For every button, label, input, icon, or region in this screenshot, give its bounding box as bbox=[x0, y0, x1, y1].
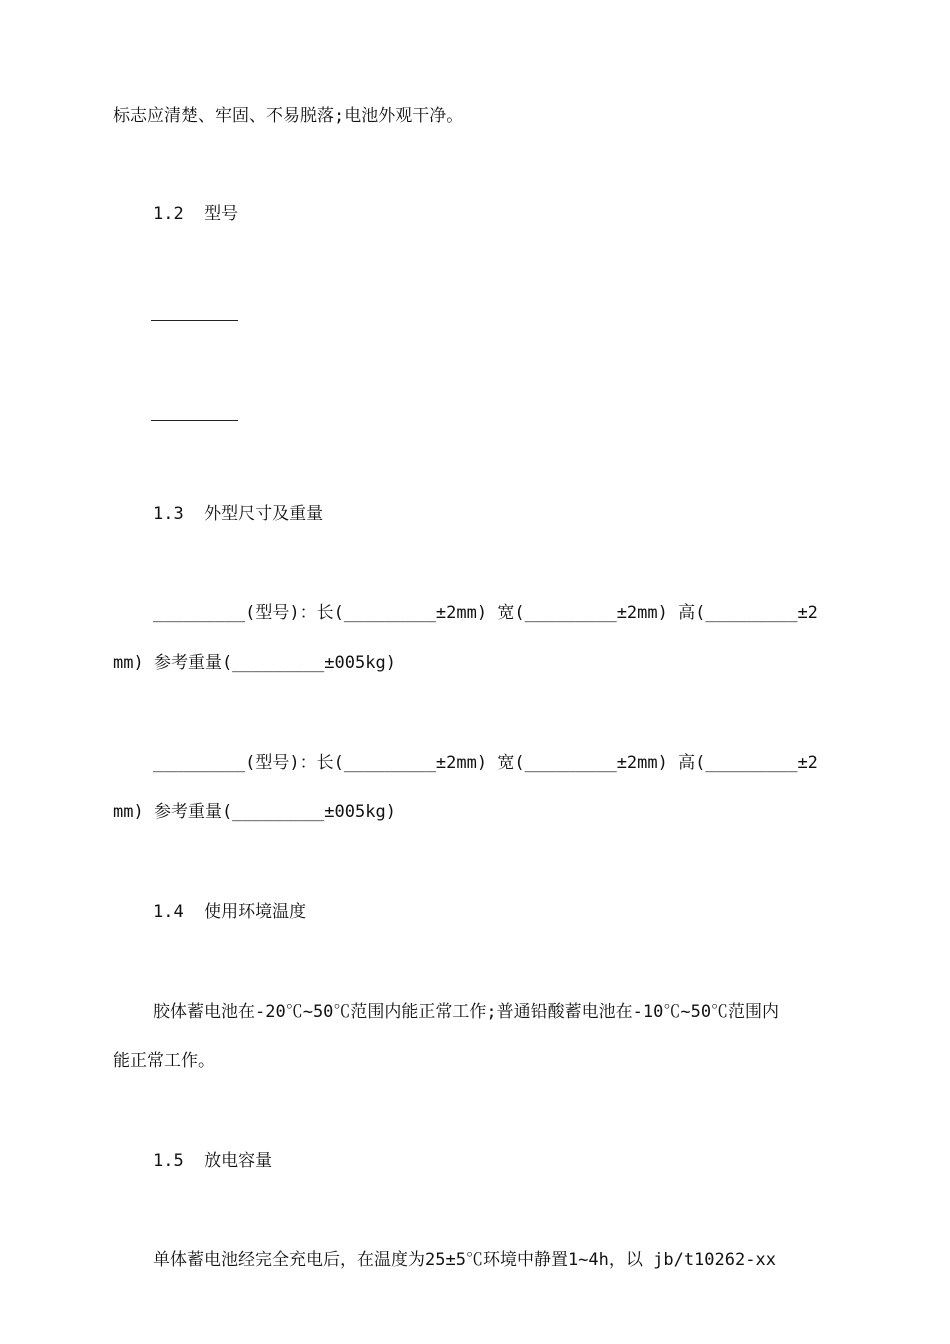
spec-1-dimensions-line: _________(型号)：长(_________±2mm) 宽(_________±2mm) 高(_________±2 bbox=[153, 603, 818, 623]
section-heading-1-4: 1.4 使用环境温度 bbox=[153, 902, 307, 922]
section-heading-1-3: 1.3 外型尺寸及重量 bbox=[153, 504, 324, 524]
model-blank-line-1 bbox=[151, 320, 238, 321]
section-heading-1-2: 1.2 型号 bbox=[153, 204, 239, 224]
model-blank-line-2 bbox=[151, 420, 238, 421]
temperature-paragraph-line-1: 胶体蓄电池在-20℃~50℃范围内能正常工作;普通铅酸蓄电池在-10℃~50℃范围内 bbox=[153, 1002, 780, 1022]
spec-2-dimensions-line: _________(型号)：长(_________±2mm) 宽(_________±2mm) 高(_________±2 bbox=[153, 753, 818, 773]
section-heading-1-5: 1.5 放电容量 bbox=[153, 1151, 273, 1171]
spec-2-weight-line: mm) 参考重量(_________±005kg) bbox=[113, 802, 396, 822]
spec-1-weight-line: mm) 参考重量(_________±005kg) bbox=[113, 653, 396, 673]
paragraph-marking-requirement: 标志应清楚、牢固、不易脱落;电池外观干净。 bbox=[113, 106, 464, 126]
temperature-paragraph-line-2: 能正常工作。 bbox=[113, 1051, 215, 1071]
capacity-paragraph-line-1: 单体蓄电池经完全充电后，在温度为25±5℃环境中静置1~4h，以 jb/t10262-xx bbox=[153, 1250, 776, 1270]
